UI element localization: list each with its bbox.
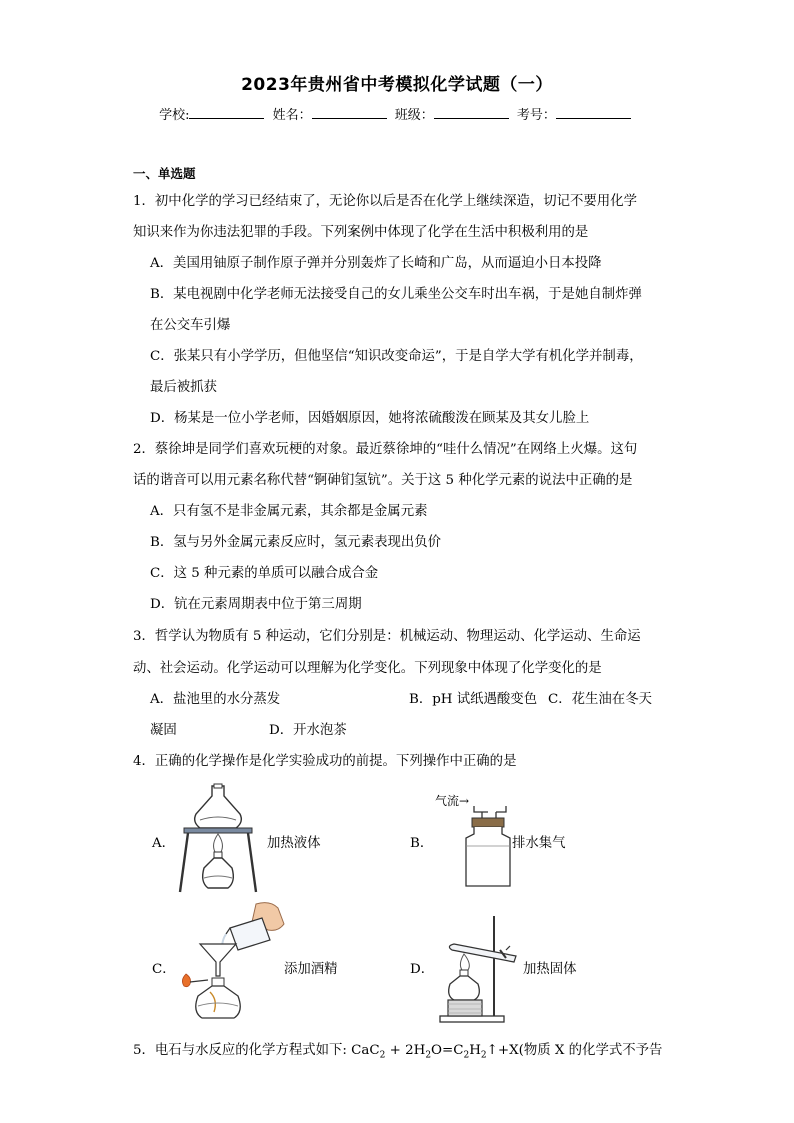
q3-option-a[interactable]: A．盐池里的水分蒸发: [150, 692, 281, 707]
student-info-line: [0, 104, 794, 123]
q4-option-b-letter[interactable]: B．: [410, 836, 434, 851]
q4-option-d-letter[interactable]: D．: [410, 962, 435, 977]
exam-no-blank[interactable]: [556, 106, 631, 119]
adding-alcohol-figure: [178, 900, 288, 1020]
q1-option-c[interactable]: C．张某只有小学学历，但他坚信“知识改变命运”，于是自学大学有机化学并制毒，: [150, 349, 643, 364]
q2-stem-line2: 话的谐音可以用元素名称代替“锕砷钔氢钪”。关于这 5 种化学元素的说法中正确的是: [133, 473, 633, 488]
q3-option-c[interactable]: C．花生油在冬天: [548, 692, 652, 707]
q4-option-a-text: 加热液体: [267, 836, 321, 851]
name-blank[interactable]: [312, 106, 387, 119]
q1-stem-line1: 1．初中化学的学习已经结束了，无论你以后是否在化学上继续深造，切记不要用化学: [133, 194, 637, 209]
q4-option-c-letter[interactable]: C．: [152, 962, 176, 977]
q1-option-c-cont: 最后被抓获: [150, 380, 217, 395]
exam-no-label: 考号：: [516, 108, 556, 123]
q1-option-b[interactable]: B．某电视剧中化学老师无法接受自己的女儿乘坐公交车时出车祸，于是她自制炸弹: [150, 287, 642, 302]
section-heading: 一、单选题: [133, 166, 196, 181]
page-title: 2023年贵州省中考模拟化学试题（一）: [241, 75, 553, 95]
q3-stem-line1: 3．哲学认为物质有 5 种运动，它们分别是：机械运动、物理运动、化学运动、生命运: [133, 629, 641, 644]
q4-option-a-letter[interactable]: A．: [152, 836, 176, 851]
q4-stem: 4．正确的化学操作是化学实验成功的前提。下列操作中正确的是: [133, 754, 517, 769]
class-blank[interactable]: [434, 106, 509, 119]
school-label: 学校:: [159, 108, 190, 123]
q2-option-d[interactable]: D．钪在元素周期表中位于第三周期: [150, 597, 362, 612]
q3-option-c-cont: 凝固: [150, 723, 177, 738]
q3-stem-line2: 动、社会运动。化学运动可以理解为化学变化。下列现象中体现了化学变化的是: [133, 661, 602, 676]
q1-option-a[interactable]: A．美国用铀原子制作原子弹并分别轰炸了长崎和广岛，从而逼迫小日本投降: [150, 256, 602, 271]
class-label: 班级：: [394, 108, 434, 123]
q4-option-c-text: 添加酒精: [284, 962, 338, 977]
q3-option-d[interactable]: D．开水泡茶: [269, 723, 347, 738]
q1-stem-line2: 知识来作为你违法犯罪的手段。下列案例中体现了化学在生活中积极利用的是: [133, 225, 589, 240]
q4-option-d-text: 加热固体: [523, 962, 577, 977]
q2-option-a[interactable]: A．只有氢不是非金属元素，其余都是金属元素: [150, 504, 428, 519]
heating-solid-figure: [436, 914, 526, 1026]
q2-option-b[interactable]: B．氢与另外金属元素反应时，氢元素表现出负价: [150, 535, 442, 550]
school-blank[interactable]: [189, 106, 264, 119]
q2-stem-line1: 2．蔡徐坤是同学们喜欢玩梗的对象。最近蔡徐坤的“哇什么情况”在网络上火爆。这句: [133, 442, 638, 457]
water-gas-collection-figure: [460, 806, 516, 888]
q3-option-b[interactable]: B．pH 试纸遇酸变色: [409, 692, 538, 707]
gas-flow-label: 气流→: [435, 794, 470, 808]
q5-stem: 5．电石与水反应的化学方程式如下: $CaC_2 + 2H_2O=C_2H_2↑+X$(物质 X 的化学式不予告: [133, 1043, 663, 1061]
q4-option-b-text: 排水集气: [512, 836, 566, 851]
heating-liquid-figure: [178, 782, 258, 894]
name-label: 姓名：: [272, 108, 312, 123]
q2-option-c[interactable]: C．这 5 种元素的单质可以融合成合金: [150, 566, 379, 581]
q1-option-d[interactable]: D．杨某是一位小学老师，因婚姻原因，她将浓硫酸泼在顾某及其女儿脸上: [150, 411, 590, 426]
q1-option-b-cont: 在公交车引爆: [150, 318, 231, 333]
